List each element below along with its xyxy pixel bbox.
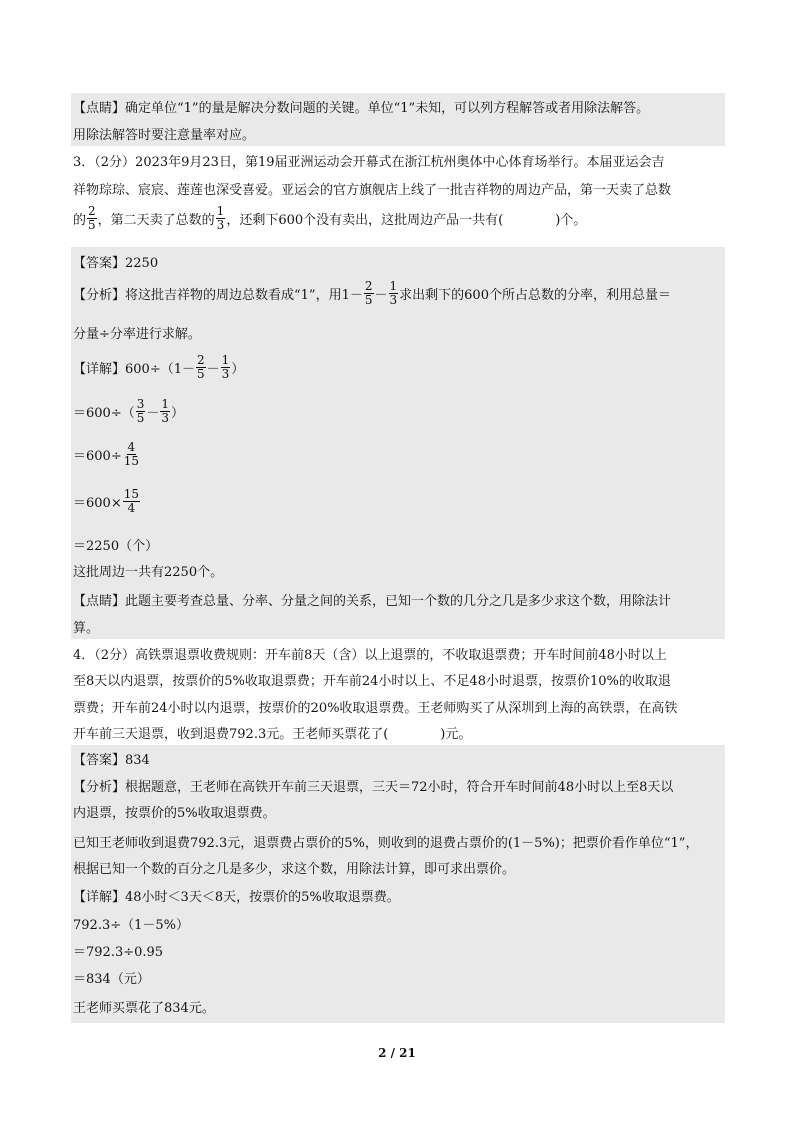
q4-detail-line3: ＝792.3÷0.95: [73, 945, 164, 960]
q3-detail-line4: ＝600× $\frac{15}{4}$: [73, 487, 139, 515]
answer-value: 834: [125, 753, 150, 768]
answer-value: 2250: [125, 256, 159, 271]
q3-analysis-line1: 【分析】 将这批吉祥物的周边总数看成“1”，用1－ $\frac{2}{5}$ － $\frac{1}{3}$ 求出剩下的600个所占总数的分率，利用总量＝: [73, 279, 671, 307]
fraction-2-5: $\frac{2}{5}$: [364, 279, 373, 307]
q4-question-line4: 开车前三天退票，收到退费792.3元。王老师买票花了( )元。: [73, 727, 472, 742]
q3-detail-line2: ＝600÷（ $\frac{3}{5}$ － $\frac{1}{3}$ ）: [73, 397, 185, 425]
q4-analysis-line3: 已知王老师收到退费792.3元，退票费占票价的5%，则收到的退费占票价的(1－5%)；把票价看作单位“1”，: [73, 836, 699, 851]
fraction-1-3: $\frac{1}{3}$: [161, 397, 170, 425]
q3-tip-line2: 算。: [73, 621, 100, 636]
q3-detail-line3: ＝600÷ $\frac{4}{15}$: [73, 440, 139, 468]
q3-question-line2: 祥物琮琮、宸宸、莲莲也深受喜爱。亚运会的官方旗舰店上线了一批吉祥物的周边产品，第一天卖了总数: [73, 183, 672, 198]
q3-detail-line6: 这批周边一共有2250个。: [73, 565, 224, 580]
fraction-4-15: $\frac{4}{15}$: [123, 440, 139, 468]
q3-answer: 【答案】2250: [73, 256, 159, 271]
q3-tip-line1: 【点睛】此题主要考查总量、分率、分量之间的关系，已知一个数的几分之几是多少求这个数，用除法计: [73, 594, 672, 609]
q4-question-line3: 票费；开车前24小时以内退票，按票价的20%收取退票费。王老师购买了从深圳到上海的高铁票，在高铁: [73, 701, 678, 716]
fraction-3-5: $\frac{3}{5}$: [136, 397, 145, 425]
fraction-2-5: $\frac{2}{5}$: [88, 204, 96, 232]
q4-analysis-line1: 【分析】根据题意，王老师在高铁开车前三天退票，三天＝72小时，符合开车时间前48小时以上至8天以: [73, 780, 674, 795]
q3-question-line3: 的 $\frac{2}{5}$ ，第二天卖了总数的 $\frac{1}{3}$ ，还剩下600个没有卖出，这批周边产品一共有( )个。: [73, 204, 587, 232]
fraction-1-3: $\frac{1}{3}$: [389, 279, 398, 307]
q4-question-line2: 至8天以内退票，按票价的5%收取退票费；开车前24小时以上、不足48小时退票，按票价10%的收取退: [73, 674, 671, 689]
q3-detail-line1: 【详解】 600÷（1－ $\frac{2}{5}$ － $\frac{1}{3}$ ）: [73, 353, 245, 381]
q4-answer: 【答案】834: [73, 753, 150, 768]
q4-detail-line2: 792.3÷（1－5%）: [73, 918, 190, 933]
q4-detail-line5: 王老师买票花了834元。: [73, 1001, 215, 1016]
q4-analysis-line4: 根据已知一个数的百分之几是多少，求这个数，用除法计算，即可求出票价。: [73, 862, 516, 877]
q2-tip-line2: 用除法解答时要注意量率对应。: [73, 128, 256, 143]
q3-question-line1: 3．（2分）2023年9月23日，第19届亚洲运动会开幕式在浙江杭州奥体中心体育场举行。本届亚运会吉: [73, 155, 665, 170]
page-number: 2 / 21: [378, 1046, 416, 1060]
fraction-1-3: $\frac{1}{3}$: [221, 353, 230, 381]
fraction-15-4: $\frac{15}{4}$: [123, 487, 139, 515]
q4-detail-line4: ＝834（元）: [73, 972, 150, 987]
q2-tip-line1: 【点睛】确定单位“1”的量是解决分数问题的关键。单位“1”未知，可以列方程解答或者用除法解答。: [73, 101, 650, 116]
q4-detail-line1: 【详解】48小时＜3天＜8天，按票价的5%收取退票费。: [73, 890, 400, 905]
fraction-1-3: $\frac{1}{3}$: [216, 204, 225, 232]
q3-analysis-line2: 分量÷分率进行求解。: [73, 327, 201, 342]
tip-label: 【点睛】: [73, 101, 126, 116]
q4-question-line1: 4．（2分）高铁票退票收费规则：开车前8天（含）以上退票的，不收取退票费；开车时间前48小时以上: [73, 648, 667, 663]
q3-detail-line5: ＝2250（个）: [73, 539, 159, 554]
q4-analysis-line2: 内退票，按票价的5%收取退票费。: [73, 806, 276, 821]
fraction-2-5: $\frac{2}{5}$: [197, 353, 205, 381]
